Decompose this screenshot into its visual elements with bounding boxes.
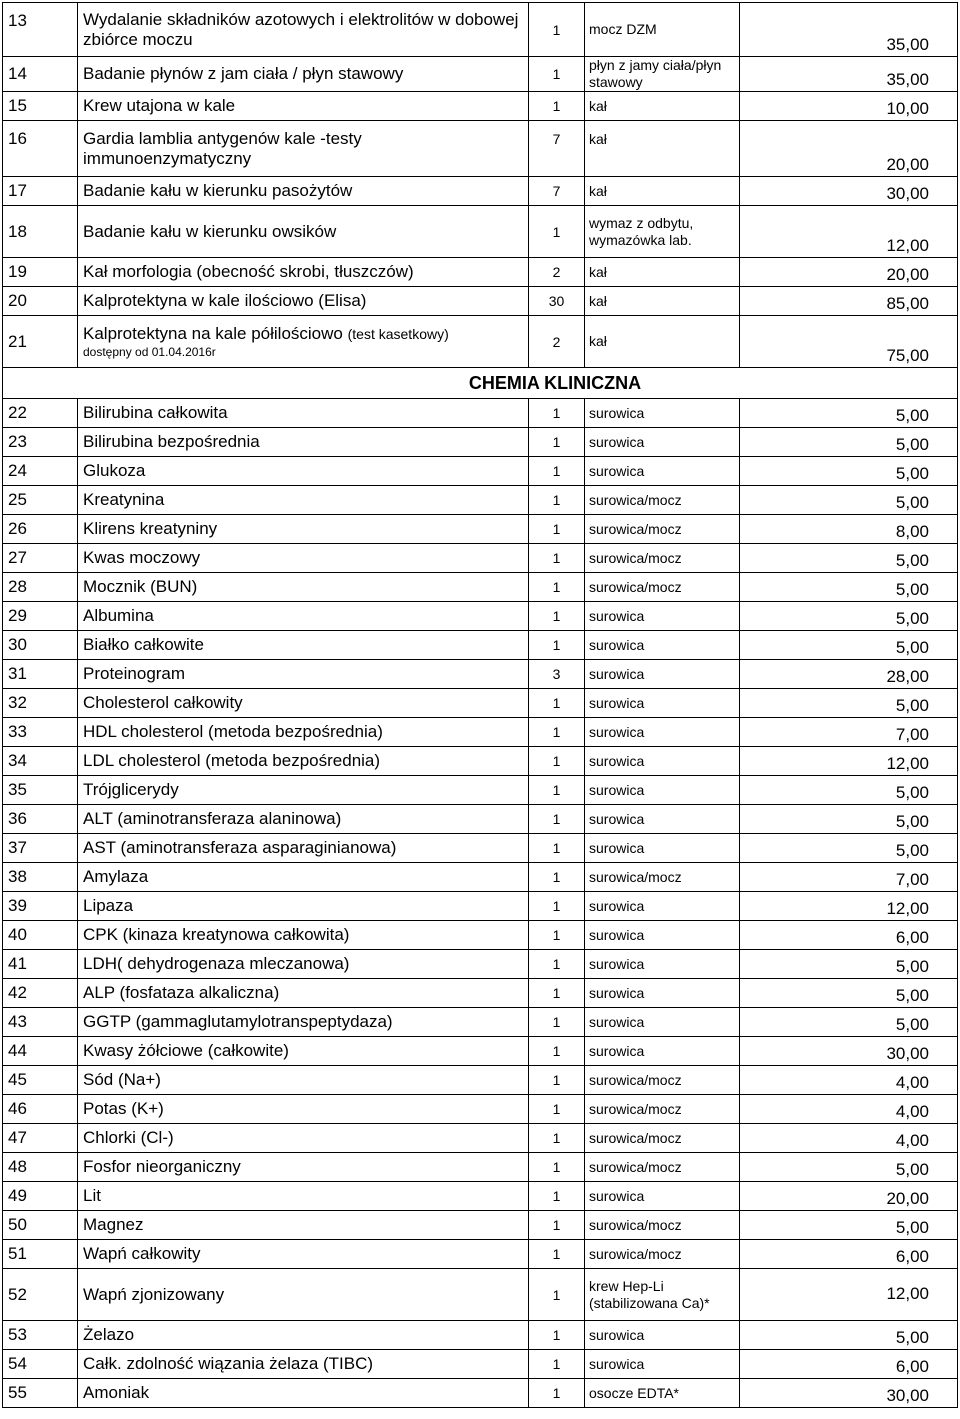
sample-material: surowica [585,689,740,718]
row-number: 44 [3,1037,78,1066]
turnaround-days: 1 [529,1182,585,1211]
test-price: 6,00 [740,1240,958,1269]
turnaround-days: 1 [529,1379,585,1408]
sample-material: surowica [585,921,740,950]
turnaround-days: 1 [529,1350,585,1379]
test-price: 30,00 [740,1037,958,1066]
test-price: 5,00 [740,1321,958,1350]
row-number: 21 [3,316,78,368]
test-price: 10,00 [740,92,958,121]
table-row [3,863,958,892]
test-name-qualifier: (test kasetkowy) [347,325,449,342]
test-name: Kał morfologia (obecność skrobi, tłuszczów) [78,258,529,287]
sample-material: surowica [585,1321,740,1350]
turnaround-days: 1 [529,486,585,515]
test-name: Żelazo [78,1321,529,1350]
turnaround-days: 1 [529,631,585,660]
test-name: Cholesterol całkowity [78,689,529,718]
sample-material: surowica [585,1182,740,1211]
chemia-kliniczna-rows [3,399,958,1408]
test-price: 6,00 [740,921,958,950]
table-row [3,1269,958,1321]
test-price: 30,00 [740,177,958,206]
sample-material: kał [585,92,740,121]
test-name: Wydalanie składników azotowych i elektrolitów w dobowej zbiórce moczu [78,3,529,57]
test-price: 12,00 [740,892,958,921]
sample-material: surowica/mocz [585,863,740,892]
sample-material: surowica/mocz [585,1124,740,1153]
test-price: 35,00 [740,3,958,57]
row-number: 35 [3,776,78,805]
turnaround-days: 1 [529,573,585,602]
test-price: 4,00 [740,1066,958,1095]
table-row [3,3,958,57]
test-name: Kwasy żółciowe (całkowite) [78,1037,529,1066]
test-name: Wapń całkowity [78,1240,529,1269]
row-number: 42 [3,979,78,1008]
row-number: 31 [3,660,78,689]
test-price: 5,00 [740,979,958,1008]
turnaround-days: 1 [529,1037,585,1066]
turnaround-days: 1 [529,950,585,979]
test-name: Badanie kału w kierunku pasożytów [78,177,529,206]
table-row [3,486,958,515]
test-name: GGTP (gammaglutamylotranspeptydaza) [78,1008,529,1037]
row-number: 25 [3,486,78,515]
turnaround-days: 1 [529,92,585,121]
test-name: Lipaza [78,892,529,921]
table-row [3,428,958,457]
turnaround-days: 1 [529,747,585,776]
test-name: Chlorki (Cl-) [78,1124,529,1153]
turnaround-days: 1 [529,1240,585,1269]
test-price: 30,00 [740,1379,958,1408]
test-name: Bilirubina bezpośrednia [78,428,529,457]
test-name: Glukoza [78,457,529,486]
test-name: Kreatynina [78,486,529,515]
sample-material: surowica/mocz [585,1153,740,1182]
row-number: 24 [3,457,78,486]
turnaround-days: 1 [529,1095,585,1124]
test-price: 12,00 [740,206,958,258]
test-name: Mocznik (BUN) [78,573,529,602]
test-price: 5,00 [740,457,958,486]
availability-note: dostępny od 01.04.2016r [83,344,216,359]
table-row [3,892,958,921]
test-name: Amoniak [78,1379,529,1408]
turnaround-days: 1 [529,805,585,834]
row-number: 52 [3,1269,78,1321]
row-number: 47 [3,1124,78,1153]
row-number: 51 [3,1240,78,1269]
test-price: 85,00 [740,287,958,316]
sample-material: kał [585,258,740,287]
test-name: Sód (Na+) [78,1066,529,1095]
sample-material: surowica [585,1037,740,1066]
sample-material: kał [585,177,740,206]
row-number: 17 [3,177,78,206]
sample-material: surowica [585,950,740,979]
row-number: 29 [3,602,78,631]
turnaround-days: 1 [529,428,585,457]
row-number: 33 [3,718,78,747]
test-price: 5,00 [740,544,958,573]
test-price: 5,00 [740,950,958,979]
row-number: 34 [3,747,78,776]
row-number: 38 [3,863,78,892]
test-price: 4,00 [740,1095,958,1124]
test-name-cell [78,316,529,368]
test-price: 20,00 [740,1182,958,1211]
table-row [3,206,958,258]
turnaround-days: 1 [529,776,585,805]
sample-material: surowica [585,660,740,689]
row-number: 20 [3,287,78,316]
test-name: Gardia lamblia antygenów kale -testy immunoenzymatyczny [78,121,529,177]
test-price: 5,00 [740,834,958,863]
turnaround-days: 1 [529,206,585,258]
test-name: CPK (kinaza kreatynowa całkowita) [78,921,529,950]
sample-material: surowica/mocz [585,1095,740,1124]
test-price: 35,00 [740,57,958,92]
test-price: 8,00 [740,515,958,544]
test-price: 5,00 [740,776,958,805]
test-name: LDH( dehydrogenaza mleczanowa) [78,950,529,979]
turnaround-days: 1 [529,834,585,863]
table-row [3,573,958,602]
row-number: 22 [3,399,78,428]
row-number: 50 [3,1211,78,1240]
table-row [3,660,958,689]
sample-material: surowica [585,457,740,486]
test-price: 28,00 [740,660,958,689]
table-row [3,92,958,121]
test-name: Wapń zjonizowany [78,1269,529,1321]
table-row [3,950,958,979]
test-price: 5,00 [740,486,958,515]
turnaround-days: 2 [529,316,585,368]
sample-material: surowica [585,776,740,805]
turnaround-days: 1 [529,457,585,486]
table-row [3,1124,958,1153]
test-price: 4,00 [740,1124,958,1153]
table-row [3,1095,958,1124]
test-name: AST (aminotransferaza asparaginianowa) [78,834,529,863]
turnaround-days: 3 [529,660,585,689]
test-name: ALT (aminotransferaza alaninowa) [78,805,529,834]
table-row [3,1350,958,1379]
turnaround-days: 1 [529,718,585,747]
row-number: 36 [3,805,78,834]
table-row [3,1153,958,1182]
sample-material: surowica/mocz [585,515,740,544]
sample-material: surowica [585,631,740,660]
row-number: 55 [3,1379,78,1408]
test-price: 7,00 [740,718,958,747]
turnaround-days: 1 [529,1124,585,1153]
row-number: 39 [3,892,78,921]
sample-material: surowica [585,718,740,747]
table-row [3,689,958,718]
sample-material: kał [585,287,740,316]
turnaround-days: 1 [529,979,585,1008]
test-price: 5,00 [740,1153,958,1182]
table-row [3,631,958,660]
test-price: 5,00 [740,631,958,660]
table-row [3,399,958,428]
turnaround-days: 1 [529,1008,585,1037]
row-number: 19 [3,258,78,287]
turnaround-days: 1 [529,1153,585,1182]
table-row [3,979,958,1008]
test-name: Potas (K+) [78,1095,529,1124]
table-row [3,1379,958,1408]
turnaround-days: 1 [529,689,585,718]
turnaround-days: 1 [529,544,585,573]
test-name: Całk. zdolność wiązania żelaza (TIBC) [78,1350,529,1379]
turnaround-days: 1 [529,892,585,921]
test-name: Amylaza [78,863,529,892]
turnaround-days: 1 [529,515,585,544]
test-name: Kwas moczowy [78,544,529,573]
section-header-cell [3,368,958,399]
test-name: Magnez [78,1211,529,1240]
test-price: 20,00 [740,121,958,177]
test-price: 5,00 [740,602,958,631]
table-row [3,805,958,834]
turnaround-days: 30 [529,287,585,316]
sample-material: surowica/mocz [585,1240,740,1269]
sample-material: surowica [585,1350,740,1379]
row-number: 48 [3,1153,78,1182]
section-title: CHEMIA KLINICZNA [468,372,642,393]
sample-material: płyn z jamy ciała/płyn stawowy [585,57,740,92]
sample-material: surowica [585,428,740,457]
test-price: 12,00 [740,1269,958,1321]
table-row [3,177,958,206]
sample-material: surowica [585,602,740,631]
table-row [3,1008,958,1037]
table-row [3,258,958,287]
sample-material: surowica [585,892,740,921]
table-row [3,121,958,177]
table-row [3,316,958,368]
table-row [3,1182,958,1211]
test-price: 5,00 [740,573,958,602]
row-number: 18 [3,206,78,258]
table-row [3,1321,958,1350]
price-list-top-rows [3,3,958,399]
test-price: 6,00 [740,1350,958,1379]
row-number: 49 [3,1182,78,1211]
test-name: HDL cholesterol (metoda bezpośrednia) [78,718,529,747]
test-price: 5,00 [740,689,958,718]
test-name: LDL cholesterol (metoda bezpośrednia) [78,747,529,776]
table-row [3,834,958,863]
turnaround-days: 7 [529,121,585,177]
table-row [3,747,958,776]
test-name: Bilirubina całkowita [78,399,529,428]
row-number: 30 [3,631,78,660]
row-number: 53 [3,1321,78,1350]
sample-material: mocz DZM [585,3,740,57]
test-name: Klirens kreatyniny [78,515,529,544]
test-price: 75,00 [740,316,958,368]
sample-material: surowica/mocz [585,1066,740,1095]
turnaround-days: 1 [529,57,585,92]
test-price: 20,00 [740,258,958,287]
sample-material: kał [585,316,740,368]
turnaround-days: 1 [529,1269,585,1321]
test-price: 5,00 [740,805,958,834]
table-row [3,1240,958,1269]
test-price: 5,00 [740,428,958,457]
table-row [3,1037,958,1066]
sample-material: kał [585,121,740,177]
table-row [3,1066,958,1095]
sample-material: surowica/mocz [585,544,740,573]
row-number: 23 [3,428,78,457]
table-row [3,776,958,805]
turnaround-days: 1 [529,921,585,950]
test-name: Kalprotektyna w kale ilościowo (Elisa) [78,287,529,316]
sample-material: surowica/mocz [585,1211,740,1240]
row-number: 41 [3,950,78,979]
test-name: Albumina [78,602,529,631]
table-row [3,57,958,92]
test-price: 7,00 [740,863,958,892]
row-number: 43 [3,1008,78,1037]
turnaround-days: 1 [529,3,585,57]
test-name: Fosfor nieorganiczny [78,1153,529,1182]
table-row [3,718,958,747]
row-number: 14 [3,57,78,92]
row-number: 15 [3,92,78,121]
table-row [3,457,958,486]
row-number: 32 [3,689,78,718]
test-price: 5,00 [740,399,958,428]
table-row [3,544,958,573]
row-number: 37 [3,834,78,863]
table-row [3,287,958,316]
row-number: 54 [3,1350,78,1379]
table-row [3,602,958,631]
turnaround-days: 2 [529,258,585,287]
test-name: Trójglicerydy [78,776,529,805]
price-list-table [2,2,958,1408]
sample-material: surowica/mocz [585,573,740,602]
row-number: 16 [3,121,78,177]
sample-material: surowica [585,1008,740,1037]
turnaround-days: 7 [529,177,585,206]
row-number: 27 [3,544,78,573]
table-row [3,921,958,950]
row-number: 26 [3,515,78,544]
test-name: Badanie płynów z jam ciała / płyn stawowy [78,57,529,92]
test-name: Białko całkowite [78,631,529,660]
turnaround-days: 1 [529,1321,585,1350]
turnaround-days: 1 [529,399,585,428]
row-number: 45 [3,1066,78,1095]
test-price: 5,00 [740,1008,958,1037]
sample-material: wymaz z odbytu, wymazówka lab. [585,206,740,258]
sample-material: surowica [585,805,740,834]
test-name: Proteinogram [78,660,529,689]
test-name: Krew utajona w kale [78,92,529,121]
sample-material: surowica [585,834,740,863]
sample-material: surowica [585,399,740,428]
turnaround-days: 1 [529,1211,585,1240]
test-name: Lit [78,1182,529,1211]
turnaround-days: 1 [529,863,585,892]
row-number: 28 [3,573,78,602]
sample-material: osocze EDTA* [585,1379,740,1408]
sample-material: surowica [585,747,740,776]
row-number: 13 [3,3,78,57]
turnaround-days: 1 [529,602,585,631]
table-row [3,1211,958,1240]
row-number: 46 [3,1095,78,1124]
test-name: Kalprotektyna na kale półilościowo [83,323,343,343]
sample-material: surowica/mocz [585,486,740,515]
test-price: 5,00 [740,1211,958,1240]
row-number: 40 [3,921,78,950]
test-name: Badanie kału w kierunku owsików [78,206,529,258]
turnaround-days: 1 [529,1066,585,1095]
test-price: 12,00 [740,747,958,776]
test-name: ALP (fosfataza alkaliczna) [78,979,529,1008]
section-header-row [3,368,958,399]
sample-material: surowica [585,979,740,1008]
sample-material: krew Hep-Li (stabilizowana Ca)* [585,1269,740,1321]
table-row [3,515,958,544]
